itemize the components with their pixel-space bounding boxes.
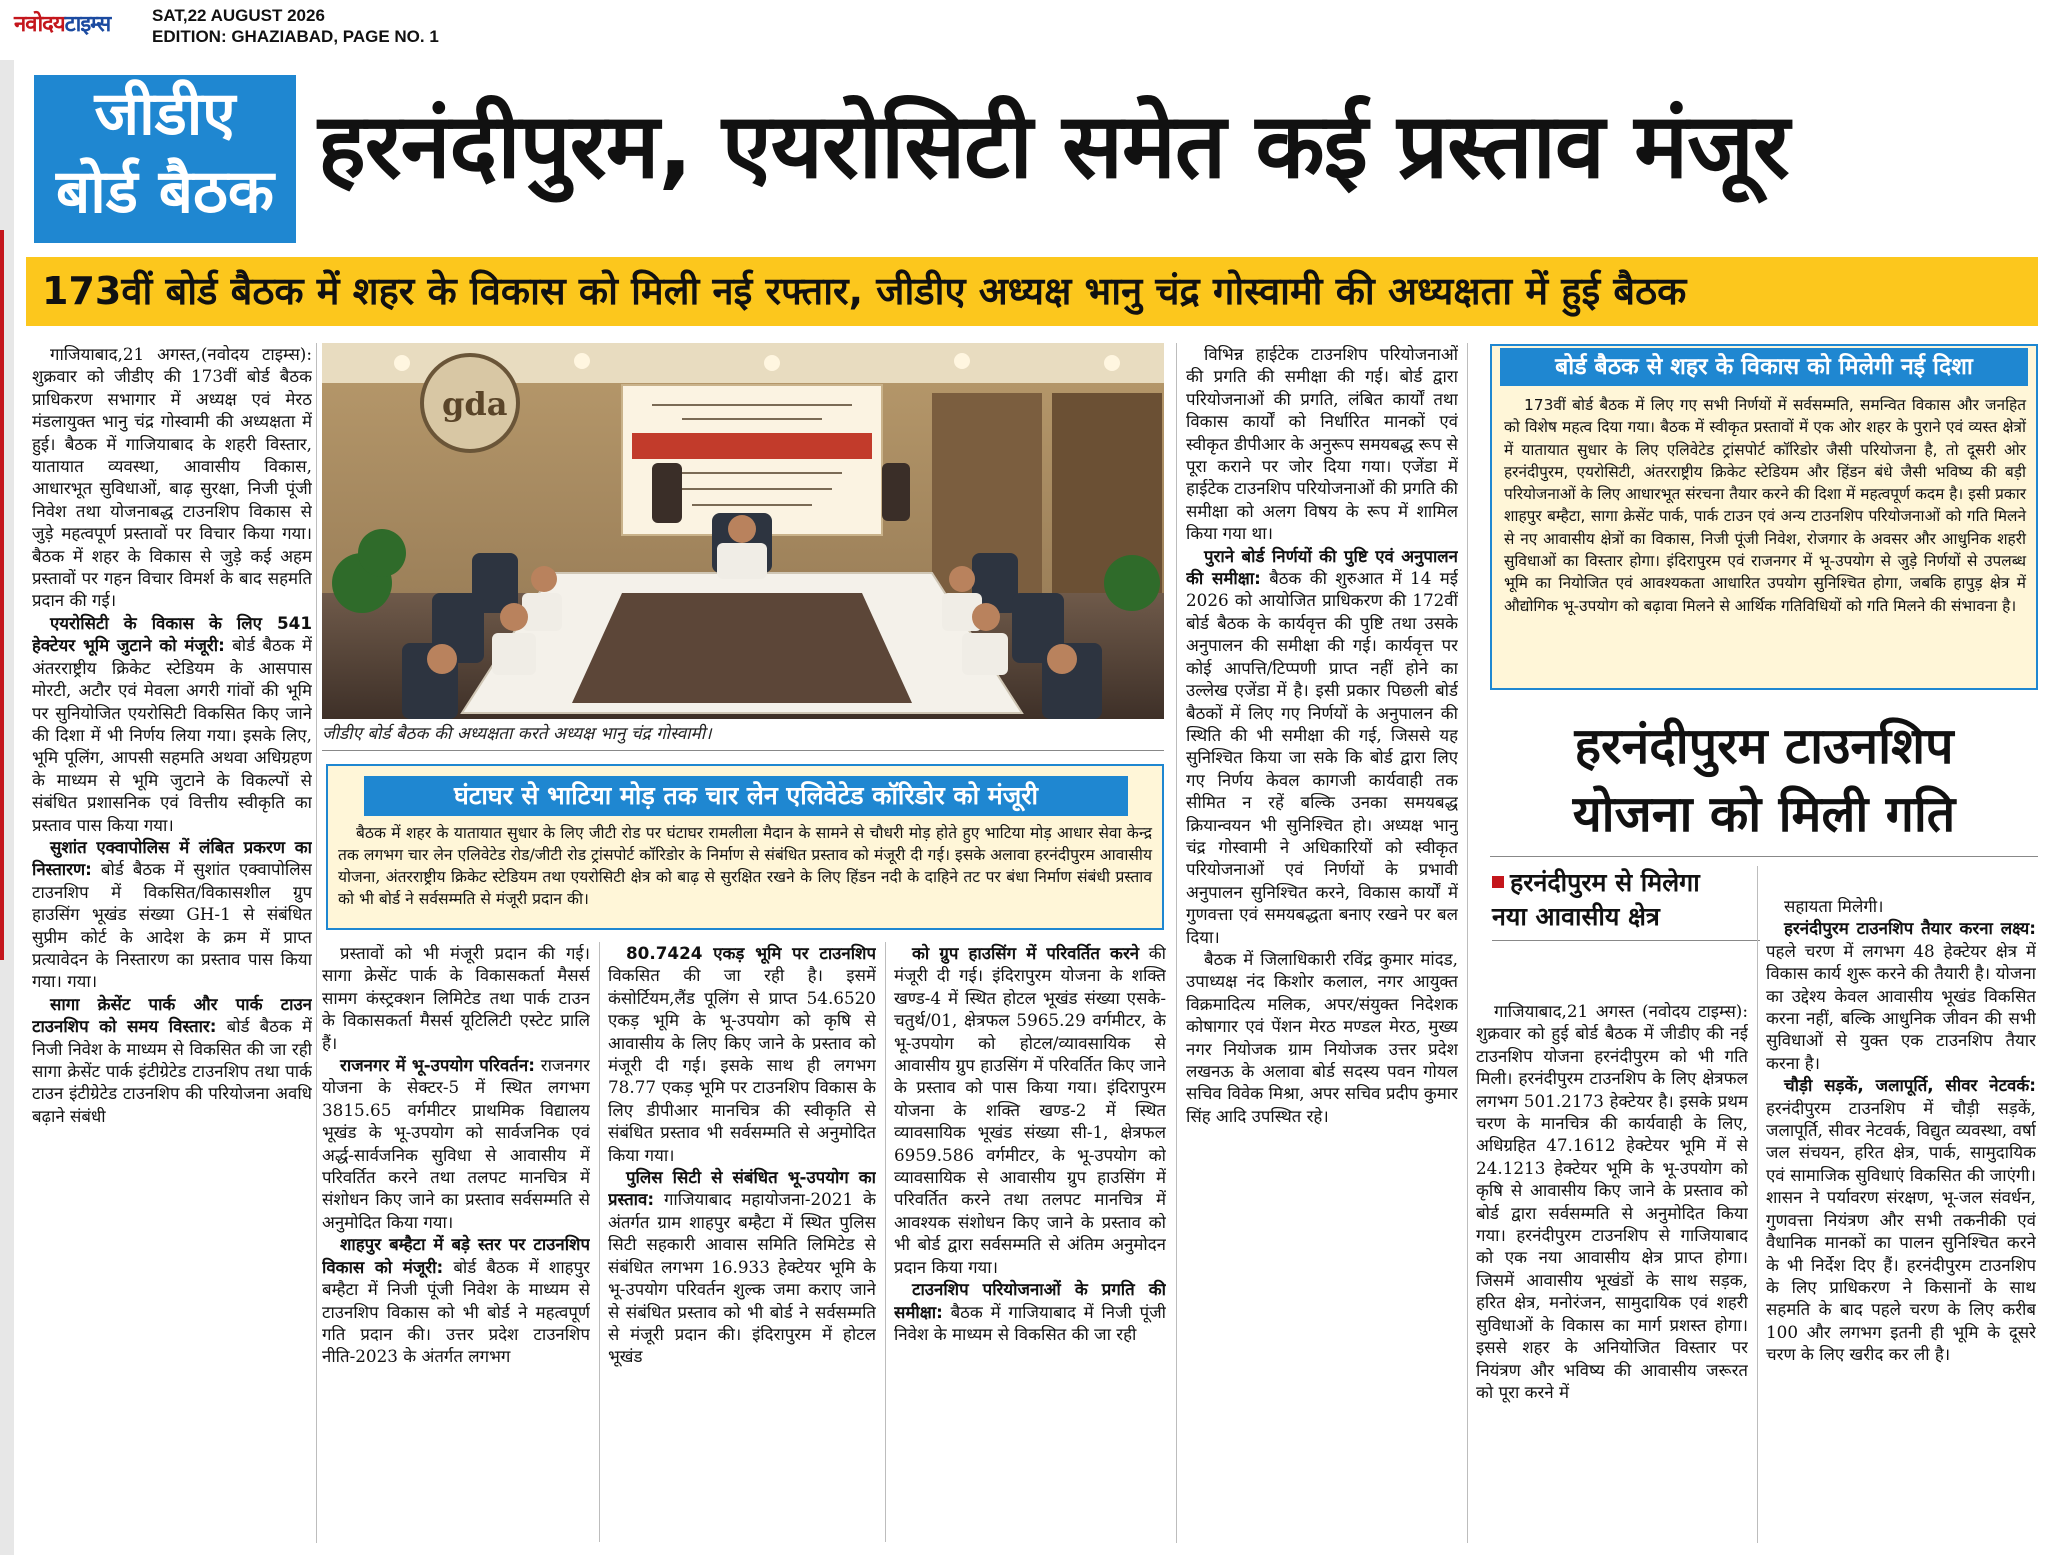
paragraph-text: प्रस्तावों को भी मंजूरी प्रदान की गई। सागा क्रेसेंट पार्क के विकासकर्ता मैसर्स सामग कंस्ट्रक्शन लिमिटेड तथा पार्क टाउन के विकासकर्ता मैसर्स यूटिलिटी एस्टेट प्रालि हैं। <box>322 943 590 1053</box>
paragraph <box>1186 948 1458 1127</box>
paragraph <box>1766 895 2036 917</box>
subhead-bar <box>26 257 2038 326</box>
corridor-box-title-bar <box>364 776 1128 816</box>
subhead-lead: को ग्रुप हाउसिंग में परिवर्तित करने <box>912 943 1140 963</box>
edition-line: EDITION: GHAZIABAD, PAGE NO. 1 <box>152 27 439 46</box>
paragraph <box>322 1233 590 1367</box>
paragraph-text: विकसित की जा रही है। इसमें कंसोर्टियम,लैंड पूलिंग से प्राप्त 54.6520 एकड़ भूमि के भू-उपयोग को कृषि से आवासीय के लिए किए जाने के प्रस्ताव को मंजूरी दी गई। इसके साथ ही लगभग 78.77 एकड़ भूमि पर टाउनशिप विकास के लिए डीपीआर मानचित्र की स्वीकृति से संबंधित प्रस्ताव भी सर्वसम्मति से अनुमोदित किया गया। <box>608 965 876 1165</box>
newspaper-logo[interactable] <box>14 8 110 38</box>
paragraph-text: सहायता मिलेगी। <box>1784 896 1884 916</box>
gda-emblem-text: gda <box>442 385 508 423</box>
paragraph-text: हरनंदीपुरम टाउनशिप में चौड़ी सड़कें, जलापूर्ति, सीवर नेटवर्क, विद्युत व्यवस्था, वर्षा जल संचयन, हरित क्षेत्र, पार्क, सामुदायिक एवं सामाजिक सुविधाएं विकसित की जाएंगी। शासन ने पर्यावरण संरक्षण, भू-जल संवर्धन, गुणवत्ता नियंत्रण और सभी तकनीकी एवं वैधानिक मानकों का पालन सुनिश्चित करने के भी निर्देश दिए हैं। हरनंदीपुरम टाउनशिप के लिए प्राधिकरण ने किसानों के साथ सहमति के बाद पहले चरण के लिए करीब 100 और लगभग इतनी ही भूमि के दूसरे चरण के लिए खरीद कर ली है। <box>1766 1097 2036 1365</box>
paragraph-text: विभिन्न हाईटेक टाउनशिप परियोजनाओं की प्रगति की समीक्षा की गई। बोर्ड द्वारा परियोजनाओं की प्रगति, लंबित कार्यों तथा विकास कार्यों को निर्धारित मानकों एवं स्वीकृत डीपीआर के अनुरूप समयबद्ध रूप से पूरा कराने पर जोर दिया गया। एजेंडा में हाईटेक टाउनशिप परियोजनाओं की प्रगति की समीक्षा को अलग विषय के रूप में शामिल किया गया था। <box>1186 344 1458 544</box>
paragraph <box>1186 545 1458 948</box>
paragraph-text: बोर्ड बैठक में शाहपुर बम्हैटा में निजी पूंजी निवेश के माध्यम से टाउनशिप विकास को भी बोर्ड ने महत्वपूर्ण गति प्रदान की। उत्तर प्रदेश टाउनशिप नीति-2023 के अंतर्गत लगभग <box>322 1256 590 1367</box>
column-divider <box>1176 343 1177 1543</box>
red-square-bullet-icon <box>1492 876 1504 888</box>
paragraph <box>32 993 312 1127</box>
photo-caption: जीडीए बोर्ड बैठक की अध्यक्षता करते अध्यक्ष भानु चंद्र गोस्वामी। <box>322 722 1164 751</box>
page-header <box>0 0 2055 52</box>
left-scroll-strip[interactable] <box>0 60 14 1555</box>
kicker-line-2: बोर्ड बैठक <box>56 157 274 227</box>
subkicker-rule <box>1492 940 1760 941</box>
article-column-2 <box>322 942 590 1542</box>
article-column-5 <box>1186 343 1458 1543</box>
column-divider <box>885 942 886 1542</box>
article-column-4 <box>894 942 1166 1542</box>
article-column-1 <box>32 343 312 1543</box>
article-column-3 <box>608 942 876 1542</box>
paragraph-text: बोर्ड बैठक में अंतरराष्ट्रीय क्रिकेट स्टेडियम के आसपास मोरटी, अटौर एवं मेवला अगरी गांवों की भूमि पर सुनियोजित एयरोसिटी विकसित किए जाने की दिशा में भी निर्णय लिया गया। इसके लिए, भूमि पूलिंग, आपसी सहमति अथवा अधिग्रहण के माध्यम से भूमि जुटाने के विकल्पों से संबंधित प्रशासनिक एवं वित्तीय स्वीकृति का प्रस्ताव पास किया गया। <box>32 635 312 835</box>
subkicker-line-2: नया आवासीय क्षेत्र <box>1492 902 1660 931</box>
corridor-box-title: घंटाघर से भाटिया मोड़ तक चार लेन एलिवेटेड कॉरिडोर को मंजूरी <box>454 781 1038 810</box>
corridor-box <box>326 764 1164 930</box>
subkicker-line-1: हरनंदीपुरम से मिलेगा <box>1510 868 1700 897</box>
paragraph <box>608 1166 876 1368</box>
column-divider <box>316 343 317 1543</box>
subhead-lead: पुलिस सिटी से संबंधित भू-उपयोग का प्रस्ताव: <box>608 1167 876 1210</box>
subhead-lead: शाहपुर बम्हैटा में बड़े स्तर पर टाउनशिप विकास को मंजूरी: <box>322 1234 590 1277</box>
paragraph <box>32 343 312 612</box>
paragraph-text: बैठक की शुरुआत में 14 मई 2026 को आयोजित प्राधिकरण की 172वीं बोर्ड बैठक के कार्यवृत्त की पुष्टि तथा उसके अनुपालन की समीक्षा की गई। कार्यवृत्त पर कोई आपत्ति/टिप्पणी प्राप्त नहीं होने का उल्लेख एजेंडा में है। इसी प्रकार पिछली बोर्ड बैठकों में लिए गए निर्णयों के अनुपालन की स्थिति की भी समीक्षा की गई, जिससे यह सुनिश्चित किया जा सके कि बोर्ड द्वारा लिए गए निर्णय केवल कागजी कार्यवाही तक सीमित न रहें बल्कि उनका समयबद्ध क्रियान्वयन भी सुनिश्चित हो। अध्यक्ष भानु चंद्र गोस्वामी ने अधिकारियों को स्वीकृत परियोजनाओं एवं निर्णयों के प्रभावी अनुपालन सुनिश्चित करने, विकास कार्यों में गुणवत्ता एवं समयबद्धता बनाए रखने पर बल दिया। <box>1186 568 1458 947</box>
left-accent-bar <box>0 230 4 960</box>
paragraph-text: बैठक में जिलाधिकारी रविंद्र कुमार मांदड, उपाध्यक्ष नंद किशोर कलाल, नगर आयुक्त विक्रमादित्य मलिक, अपर/संयुक्त निदेशक कोषागार एवं पेंशन मेरठ मण्डल मेरठ, मुख्य नगर नियोजक ग्राम नियोजक उत्तर प्रदेश लखनऊ के अलावा बोर्ड सदस्य पवन गोयल सचिव विवेक मिश्रा, अपर सचिव प्रदीप कुमार सिंह आदि उपस्थित रहे। <box>1186 948 1458 1126</box>
paragraph <box>322 942 590 1054</box>
kicker-box <box>34 75 296 243</box>
subhead-lead: एयरोसिटी के विकास के लिए 541 हेक्टेयर भूमि जुटाने को मंजूरी: <box>32 612 312 656</box>
paragraph-text: पहले चरण में लगभग 48 हेक्टेयर क्षेत्र में विकास कार्य शुरू करने की तैयारी है। योजना का उद्देश्य केवल आवासीय भूखंड विकसित करना नहीं, बल्कि आधुनिक जीवन की सभी सुविधाओं से युक्त एक टाउनशिप तैयार करना है। <box>1766 940 2036 1073</box>
main-headline: हरनंदीपुरम, एयरोसिटी समेत कई प्रस्ताव मंजूर <box>318 94 1789 199</box>
township-headline-line-1: हरनंदीपुरम टाउनशिप <box>1574 717 1954 775</box>
paragraph-text: बोर्ड बैठक में सुशांत एक्वापोलिस टाउनशिप में विकसित/विकासशील ग्रुप हाउसिंग भूखंड संख्या GH-1 से संबंधित सुप्रीम कोर्ट के आदेश के क्रम में प्राप्त प्रत्यावेदन के निस्तारण का प्रस्ताव पास किया गया। गया। <box>32 859 312 992</box>
subhead-lead: टाउनशिप परियोजनाओं के प्रगति की समीक्षा: <box>894 1279 1166 1322</box>
paragraph-text: गाजियाबाद,21 अगस्त (नवोदय टाइम्स): शुक्रवार को हुई बोर्ड बैठक में जीडीए की नई टाउनशिप योजना हरनंदीपुरम को भी गति मिली। हरनंदीपुरम टाउनशिप के लिए क्षेत्रफल लगभग 501.2173 हेक्टेयर है। इसके प्रथम चरण के मानचित्र की कार्यवाही के लिए, अधिग्रहित 47.1612 हेक्टेयर भूमि में से 24.1213 हेक्टेयर भूमि के भू-उपयोग को कृषि से आवासीय किए जाने के प्रस्ताव को बोर्ड द्वारा सर्वसम्मति से अनुमोदित किया गया। हरनंदीपुरम टाउनशिप से गाजियाबाद को एक नया आवासीय क्षेत्र प्राप्त होगा। जिसमें आवासीय भूखंडों के साथ सड़क, हरित क्षेत्र, मनोरंजन, सामुदायिक एवं शहरी सुविधाओं के विकास का मार्ग प्रशस्त होगा। इससे शहर के अनियोजित विस्तार पर नियंत्रण और भविष्य की आवासीय जरूरत को पूरा करने में <box>1476 1001 1748 1402</box>
paragraph-text: राजनगर योजना के सेक्टर-5 में स्थित लगभग 3815.65 वर्गमीटर प्राथमिक विद्यालय भूखंड के भू-उपयोग को सार्वजनिक एवं अर्द्ध-सार्वजनिक सुविधा से आवासीय में परिवर्तित करने तथा तलपट मानचित्र में संशोधन किए जाने का प्रस्ताव सर्वसम्मति से अनुमोदित किया गया। <box>322 1055 590 1232</box>
paragraph <box>1766 917 2036 1074</box>
meeting-photo[interactable] <box>322 343 1164 719</box>
subhead-lead: हरनंदीपुरम टाउनशिप तैयार करना लक्ष्य: <box>1784 918 2036 939</box>
analysis-box-title: बोर्ड बैठक से शहर के विकास को मिलेगी नई दिशा <box>1555 354 1973 380</box>
analysis-box-title-bar <box>1500 348 2028 386</box>
column-divider <box>1467 343 1468 1543</box>
paragraph-text: बोर्ड बैठक में निजी निवेश के माध्यम से विकसित की जा रही सागा क्रेसेंट पार्क इंटीग्रेटेड टाउनशिप तथा पार्क टाउन इंटीग्रेटेड टाउनशिप की परियोजना अवधि बढ़ाने संबंधी <box>32 1016 312 1126</box>
paragraph-text: गाजियाबाद महायोजना-2021 के अंतर्गत ग्राम शाहपुर बम्हैटा में स्थित पुलिस सिटी सहकारी आवास समिति लिमिटेड से संबंधित लगभग 16.933 हेक्टेयर भूमि के भू-उपयोग परिवर्तन शुल्क जमा कराए जाने से संबंधित प्रस्ताव को भी बोर्ड ने सर्वसम्मति से मंजूरी प्रदान की। इंदिरापुरम में होटल भूखंड <box>608 1189 876 1367</box>
township-headline-line-2: योजना को मिली गति <box>1572 785 1956 843</box>
township-subkicker <box>1492 866 1760 934</box>
analysis-box-text: 173वीं बोर्ड बैठक में लिए गए सभी निर्णयों में सर्वसम्मति, समन्वित विकास और जनहित को विशेष महत्व दिया गया। बैठक में स्वीकृत प्रस्तावों में एक ओर शहर के पुराने एवं व्यस्त क्षेत्रों में यातायात सुधार के लिए एलिवेटेड ट्रांसपोर्ट कॉरिडोर जैसी परियोजना है, तो दूसरी ओर हरनंदीपुरम, एयरोसिटी, अंतरराष्ट्रीय क्रिकेट स्टेडियम और हिंडन बंधे जैसी भविष्य की बड़ी परियोजनाओं के लिए आधारभूत संरचना तैयार करने की दिशा में महत्वपूर्ण कदम है। इसी प्रकार शाहपुर बम्हैटा, सागा क्रेसेंट पार्क, पार्क टाउन एवं अन्य टाउनशिप परियोजनाओं को गति मिलने से नए आवासीय क्षेत्रों का विकास, निजी पूंजी निवेश, रोजगार के अवसर और आधुनिक शहरी सुविधाओं का विस्तार होगा। इंदिरापुरम एवं राजनगर में भू-उपयोग से जुड़े निर्णयों से उपलब्ध भूमि का नियोजित एवं आवश्यकता आधारित उपयोग सुनिश्चित होगा, जबकि हापुड़ क्षेत्र में औद्योगिक भू-उपयोग को बढ़ावा मिलने से आर्थिक गतिविधियों को गति मिलने की संभावना है। <box>1504 396 2026 615</box>
paragraph <box>1766 1074 2036 1365</box>
article-column-6 <box>1476 1000 1748 1545</box>
article-column-7 <box>1766 895 2036 1545</box>
analysis-box <box>1490 344 2038 690</box>
paragraph <box>1186 343 1458 545</box>
kicker-line-1: जीडीए <box>94 79 236 149</box>
date-line: SAT,22 AUGUST 2026 <box>152 6 325 25</box>
logo-sub: टाइम्स <box>64 12 111 37</box>
paragraph <box>32 612 312 836</box>
paragraph-text: बैठक में गाजियाबाद में निजी पूंजी निवेश के माध्यम से विकसित की जा रही <box>894 1301 1166 1344</box>
column-divider <box>1757 866 1758 1543</box>
paragraph <box>32 836 312 993</box>
paragraph <box>608 942 876 1166</box>
subhead-lead: पुराने बोर्ड निर्णयों की पुष्टि एवं अनुपालन की समीक्षा: <box>1186 545 1458 589</box>
paragraph <box>1476 1000 1748 1403</box>
corridor-box-text: बैठक में शहर के यातायात सुधार के लिए जीटी रोड पर घंटाघर रामलीला मैदान के सामने से चौधरी मोड़ होते हुए भाटिया मोड़ आधार सेवा केन्द्र तक लगभग चार लेन एलिवेटेड रोड/जीटी रोड ट्रांसपोर्ट कॉरिडोर के निर्माण से संबंधित प्रस्ताव को मंजूरी दी गई। इसके अलावा हरनंदीपुरम आवासीय योजना, अंतरराष्ट्रीय क्रिकेट स्टेडियम तथा एयरोसिटी क्षेत्र को बाढ़ से सुरक्षित रखने के लिए हिंडन नदी के दाहिने तट पर बंधा निर्माण संबंधी प्रस्ताव को भी बोर्ड ने सर्वसम्मति से मंजूरी प्रदान की। <box>338 824 1152 908</box>
subhead-lead: सुशांत एक्वापोलिस में लंबित प्रकरण का निस्तारण: <box>32 836 312 880</box>
paragraph <box>894 942 1166 1278</box>
paragraph-text: गाजियाबाद,21 अगस्त,(नवोदय टाइम्स): शुक्रवार को जीडीए की 173वीं बोर्ड बैठक प्राधिकरण सभागार में अध्यक्ष एवं मेरठ मंडलायुक्त भानु चंद्र गोस्वामी की अध्यक्षता में हुई। बैठक में गाजियाबाद के शहरी विस्तार, यातायात व्यवस्था, आवासीय विकास, आधारभूत सुविधाओं, बाढ़ सुरक्षा, निजी पूंजी निवेश तथा योजनाबद्ध टाउनशिप विकास से जुड़े महत्वपूर्ण प्रस्तावों पर विचार किया गया। बैठक में शहर के विकास से जुड़े कई अहम प्रस्तावों पर गहन विचार विमर्श के बाद सहमति प्रदान की गई। <box>32 344 312 611</box>
subhead-text: 173वीं बोर्ड बैठक में शहर के विकास को मिली नई रफ्तार, जीडीए अध्यक्ष भानु चंद्र गोस्वामी की अध्यक्षता में हुई बैठक <box>42 269 1687 313</box>
column-divider <box>599 942 600 1542</box>
paragraph <box>322 1054 590 1233</box>
township-headline-rule <box>1490 856 2038 857</box>
subhead-lead: सागा क्रेसेंट पार्क और पार्क टाउन टाउनशिप को समय विस्तार: <box>32 993 312 1037</box>
subhead-lead: 80.7424 एकड़ भूमि पर टाउनशिप <box>626 943 876 963</box>
logo-main: नवोदय <box>14 12 65 37</box>
meeting-photo-illustration <box>322 343 1164 719</box>
paragraph <box>894 1278 1166 1345</box>
subhead-lead: चौड़ी सड़कें, जलापूर्ति, सीवर नेटवर्क: <box>1784 1075 2036 1096</box>
paragraph-text: की मंजूरी दी गई। इंदिरापुरम योजना के शक्ति खण्ड-4 में स्थित होटल भूखंड संख्या एसके-चतुर्थ/01, क्षेत्रफल 5965.29 वर्गमीटर, के भू-उपयोग को होटल/व्यावसायिक से आवासीय ग्रुप हाउसिंग में परिवर्तित किए जाने के प्रस्ताव को पास किया गया। इंदिरापुरम योजना के शक्ति खण्ड-2 में स्थित व्यावसायिक भूखंड संख्या सी-1, क्षेत्रफल 6959.586 वर्गमीटर, के भू-उपयोग को व्यावसायिक से आवासीय ग्रुप हाउसिंग में परिवर्तित करने तथा तलपट मानचित्र में आवश्यक संशोधन किए जाने के प्रस्ताव को भी बोर्ड द्वारा सर्वसम्मति से अंतिम अनुमोदन प्रदान किया गया। <box>894 943 1166 1277</box>
subhead-lead: राजनगर में भू-उपयोग परिवर्तन: <box>340 1055 535 1076</box>
